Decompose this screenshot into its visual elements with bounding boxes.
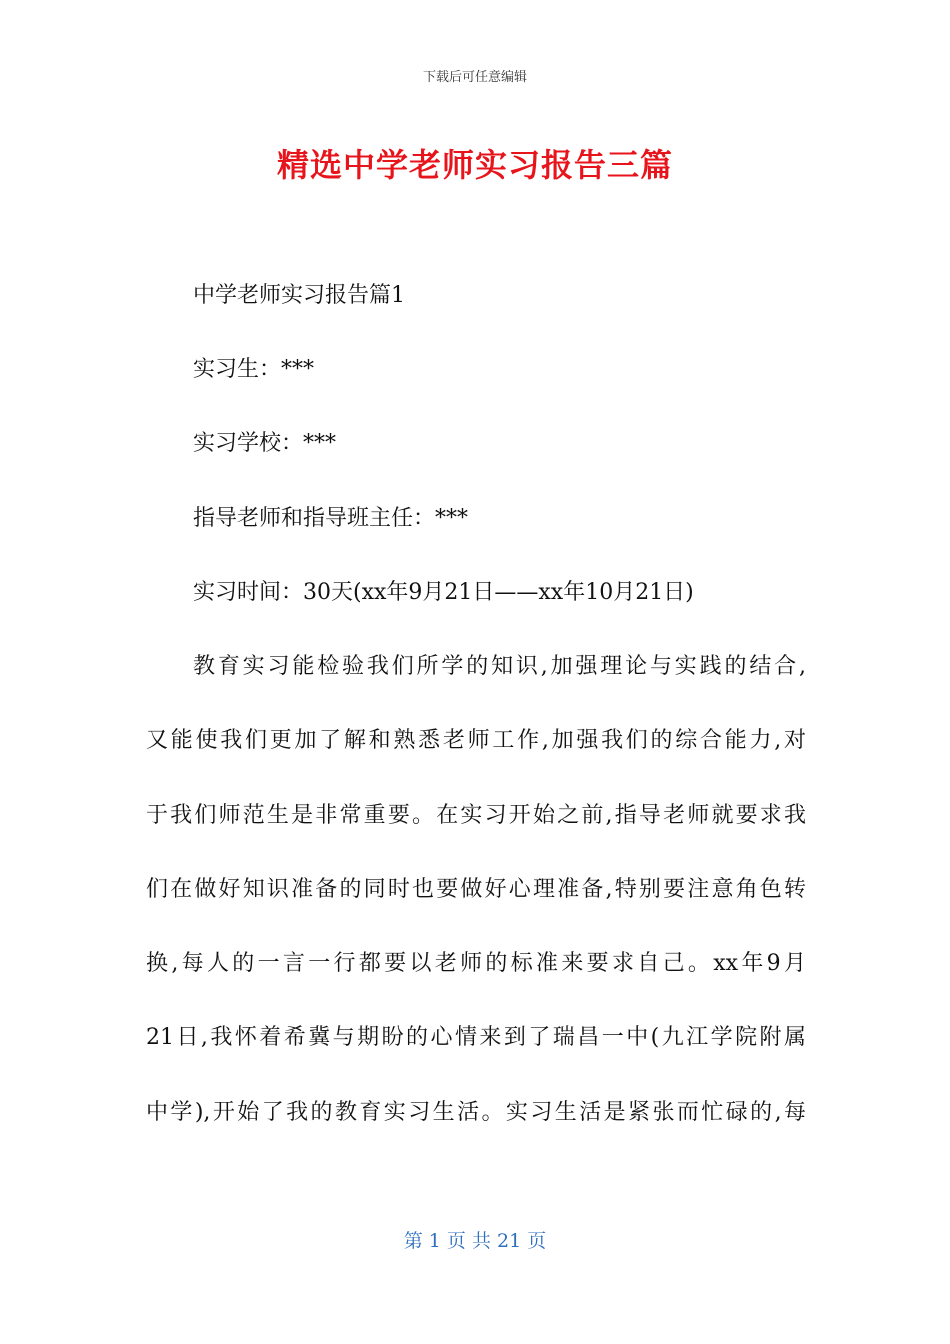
paragraph-line: 换,每人的一言一行都要以老师的标准来要求自己。xx年9月 — [146, 951, 806, 977]
info-line-period: 实习时间：30天(xx年9月21日——xx年10月21日) — [193, 580, 694, 605]
paragraph-line: 于我们师范生是非常重要。在实习开始之前,指导老师就要求我 — [146, 802, 806, 828]
paragraph-line: 们在做好知识准备的同时也要做好心理准备,特别要注意角色转 — [146, 876, 806, 902]
paragraph-line: 21日,我怀着希冀与期盼的心情来到了瑞昌一中(九江学院附属 — [146, 1025, 806, 1051]
paragraph-line: 教育实习能检验我们所学的知识,加强理论与实践的结合, — [193, 654, 806, 679]
paragraph-line: 中学),开始了我的教育实习生活。实习生活是紧张而忙碌的,每 — [146, 1099, 806, 1125]
info-line-intern: 实习生：*** — [193, 357, 315, 382]
paragraph-line: 又能使我们更加了解和熟悉老师工作,加强我们的综合能力,对 — [146, 728, 806, 754]
document-title: 精选中学老师实习报告三篇 — [276, 146, 673, 184]
info-line-supervisor: 指导老师和指导班主任：*** — [193, 506, 469, 531]
info-line-report-heading: 中学老师实习报告篇1 — [193, 283, 405, 308]
header-note: 下载后可任意编辑 — [422, 70, 527, 85]
body-paragraph — [146, 630, 806, 1150]
info-line-school: 实习学校：*** — [193, 431, 337, 456]
page-footer: 第 1 页 共 21 页 — [403, 1230, 547, 1252]
